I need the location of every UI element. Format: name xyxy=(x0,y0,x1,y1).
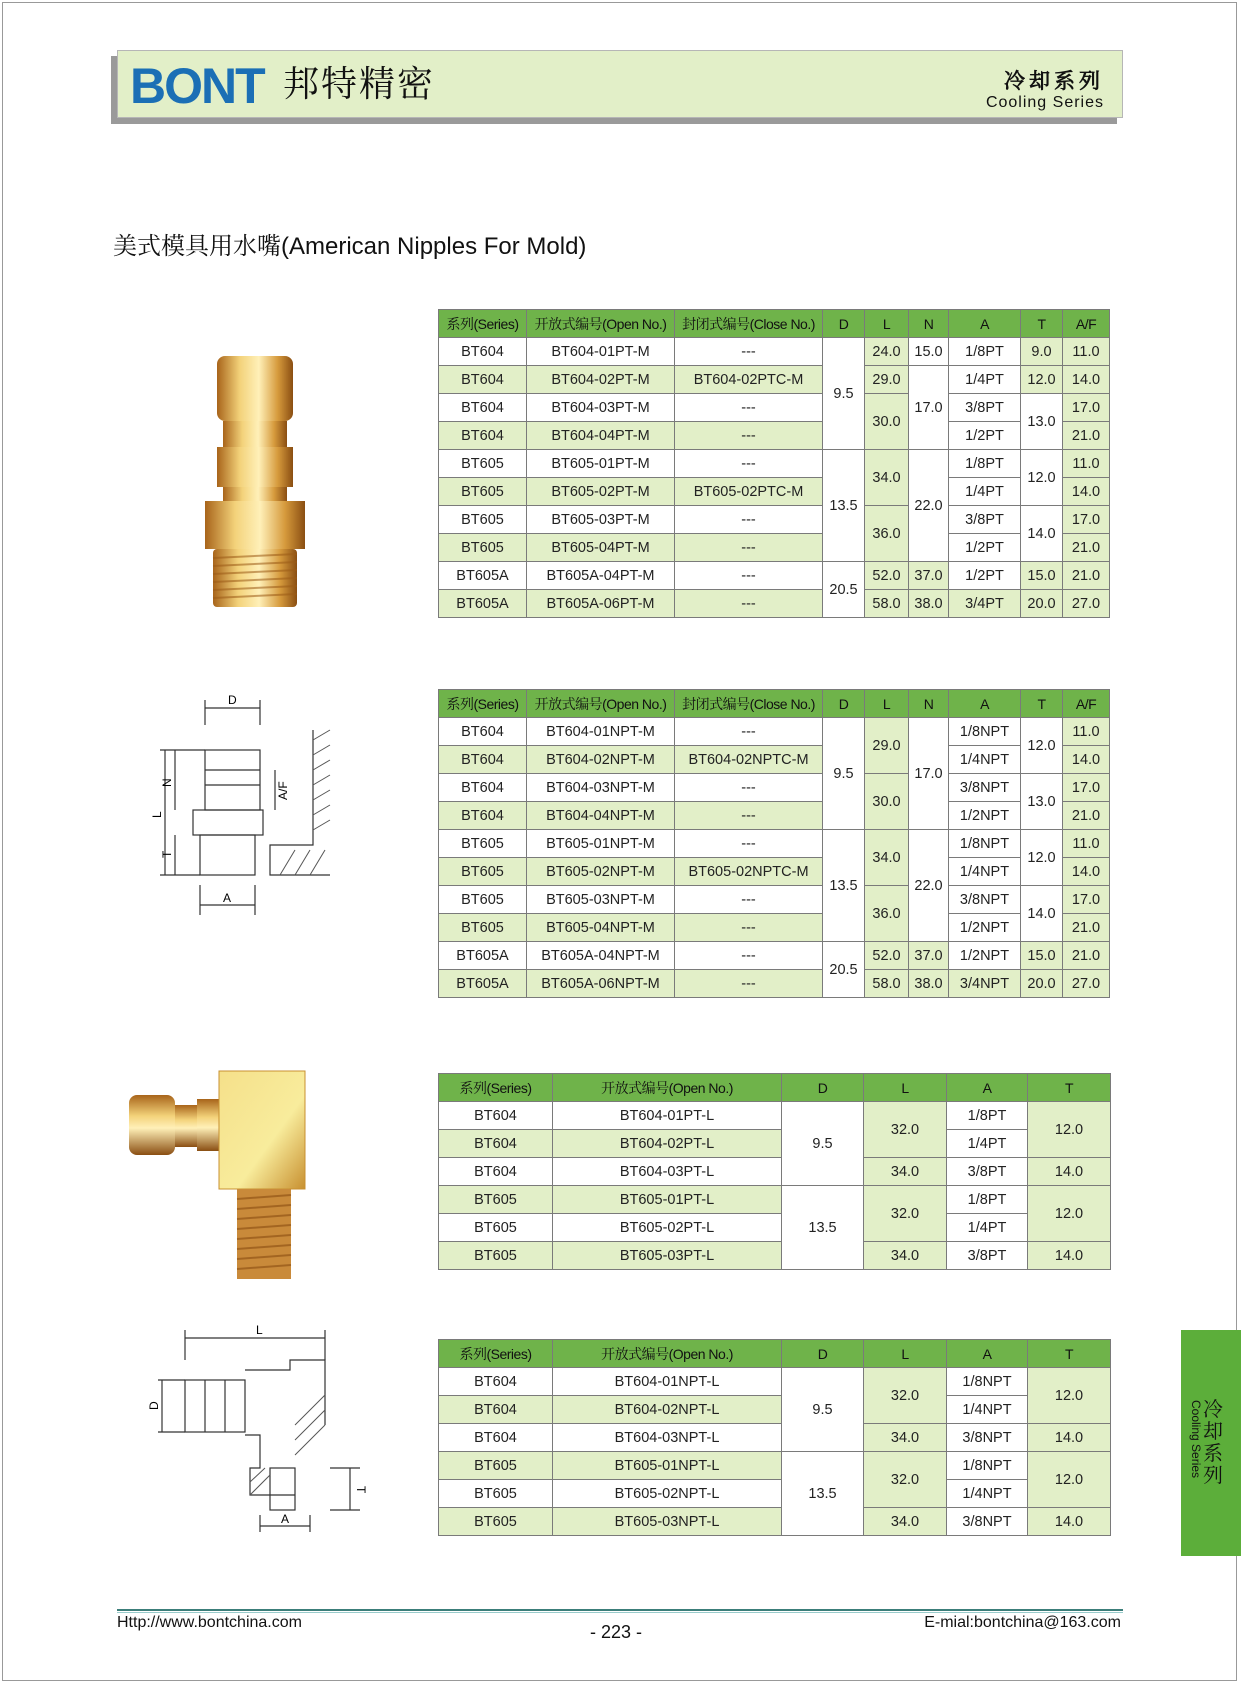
table-header-row xyxy=(439,310,1110,338)
table-cell: 1/4NPT xyxy=(947,1396,1028,1424)
table-row xyxy=(439,942,1110,970)
table-cell: 1/8PT xyxy=(949,338,1021,366)
table-cell: 14.0 xyxy=(1063,366,1110,394)
table-cell: 20.0 xyxy=(1021,970,1063,998)
table-cell: 30.0 xyxy=(865,774,909,830)
table-cell: BT604-01NPT-L xyxy=(553,1368,782,1396)
table-row xyxy=(439,1214,1111,1242)
table-cell: 37.0 xyxy=(909,942,949,970)
drawing2-label-t: T xyxy=(354,1486,368,1494)
table-cell: 14.0 xyxy=(1028,1242,1111,1270)
drawing1-label-a: A xyxy=(223,891,232,905)
table-cell: BT605 xyxy=(439,450,527,478)
company-name-cn: 邦特精密 xyxy=(283,64,436,105)
table-cell: BT604-03PT-M xyxy=(527,394,675,422)
footer-divider xyxy=(117,1609,1123,1611)
table-header-row xyxy=(439,1340,1111,1368)
table-cell: --- xyxy=(675,886,823,914)
col-header: D xyxy=(823,690,865,718)
table-cell: 1/8PT xyxy=(947,1186,1028,1214)
table-cell: 3/8PT xyxy=(949,394,1021,422)
table-cell: BT605-03PT-L xyxy=(553,1242,782,1270)
table-cell: BT605 xyxy=(439,1480,553,1508)
col-header: A xyxy=(947,1074,1028,1102)
drawing2-label-l: L xyxy=(256,1323,263,1337)
table-cell: BT605 xyxy=(439,858,527,886)
table-cell: 36.0 xyxy=(865,886,909,942)
table-cell: 3/8NPT xyxy=(947,1508,1028,1536)
table-cell: BT605-01NPT-L xyxy=(553,1452,782,1480)
table-cell: --- xyxy=(675,942,823,970)
table-cell: 1/2NPT xyxy=(949,802,1021,830)
table-row xyxy=(439,1186,1111,1214)
col-header: L xyxy=(864,1074,947,1102)
side-tab-label-en: Cooling Series xyxy=(1189,1400,1203,1479)
table-cell: BT604 xyxy=(439,394,527,422)
table-cell: BT604 xyxy=(439,366,527,394)
table-row xyxy=(439,1508,1111,1536)
table-cell: 13.5 xyxy=(782,1186,864,1270)
table-row xyxy=(439,718,1110,746)
table-cell: 12.0 xyxy=(1021,450,1063,506)
table-cell: 1/8NPT xyxy=(949,718,1021,746)
table-cell: 14.0 xyxy=(1028,1424,1111,1452)
table-cell: 9.5 xyxy=(782,1102,864,1186)
table-cell: 1/4PT xyxy=(947,1130,1028,1158)
footer-divider-thin xyxy=(117,1612,1123,1613)
col-header: L xyxy=(865,310,909,338)
table-cell: BT604 xyxy=(439,718,527,746)
table-cell: 1/2NPT xyxy=(949,914,1021,942)
table-cell: 58.0 xyxy=(865,590,909,618)
table-cell: 12.0 xyxy=(1028,1186,1111,1242)
table-cell: BT605 xyxy=(439,1508,553,1536)
table-cell: 34.0 xyxy=(864,1242,947,1270)
table-cell: 52.0 xyxy=(865,562,909,590)
table-cell: BT604 xyxy=(439,802,527,830)
table-cell: BT605A xyxy=(439,970,527,998)
table-row xyxy=(439,1480,1111,1508)
table-cell: 38.0 xyxy=(909,590,949,618)
table-cell: 14.0 xyxy=(1028,1158,1111,1186)
table-cell: 17.0 xyxy=(1063,506,1110,534)
table-cell: 14.0 xyxy=(1021,886,1063,942)
drawing1-label-n: N xyxy=(160,778,174,787)
spec-table-pt-straight xyxy=(438,309,1110,618)
table-cell: BT604 xyxy=(439,1424,553,1452)
table-cell: 15.0 xyxy=(1021,562,1063,590)
table-cell: BT604 xyxy=(439,1158,553,1186)
table-cell: BT604-02NPT-L xyxy=(553,1396,782,1424)
table-cell: BT605-02NPT-L xyxy=(553,1480,782,1508)
elbow-nipple-photo xyxy=(125,1065,325,1285)
table-cell: 34.0 xyxy=(864,1508,947,1536)
table-cell: BT605 xyxy=(439,1242,553,1270)
table-cell: 1/2PT xyxy=(949,534,1021,562)
table-row xyxy=(439,534,1110,562)
table-cell: 1/4PT xyxy=(949,478,1021,506)
table-cell: 12.0 xyxy=(1028,1452,1111,1508)
table-header-row xyxy=(439,690,1110,718)
col-header: N xyxy=(909,690,949,718)
table-cell: 13.0 xyxy=(1021,394,1063,450)
table-cell: 12.0 xyxy=(1028,1102,1111,1158)
table-cell: 14.0 xyxy=(1028,1508,1111,1536)
table-cell: --- xyxy=(675,774,823,802)
table-cell: 3/4NPT xyxy=(949,970,1021,998)
drawing1-label-t: T xyxy=(160,850,174,858)
table-cell: 13.5 xyxy=(823,830,865,942)
table-cell: 15.0 xyxy=(1021,942,1063,970)
table-row xyxy=(439,746,1110,774)
table-cell: 27.0 xyxy=(1063,590,1110,618)
table-cell: 34.0 xyxy=(865,830,909,886)
table-row xyxy=(439,802,1110,830)
table-cell: 38.0 xyxy=(909,970,949,998)
table-row xyxy=(439,338,1110,366)
table-cell: BT604-01PT-L xyxy=(553,1102,782,1130)
table-cell: 1/8NPT xyxy=(947,1368,1028,1396)
table-cell: --- xyxy=(675,394,823,422)
col-header: D xyxy=(782,1074,864,1102)
table-cell: BT604-02PT-M xyxy=(527,366,675,394)
table-row xyxy=(439,1368,1111,1396)
spec-table-pt-elbow xyxy=(438,1073,1111,1270)
table-cell: BT605 xyxy=(439,506,527,534)
table-cell: 3/8NPT xyxy=(947,1424,1028,1452)
table-cell: 9.5 xyxy=(823,718,865,830)
table-cell: BT605A xyxy=(439,590,527,618)
side-tab-label-en-wrap xyxy=(1185,1400,1207,1560)
table-cell: BT604 xyxy=(439,1130,553,1158)
col-header: 开放式编号(Open No.) xyxy=(553,1074,782,1102)
table-cell: 1/8NPT xyxy=(949,830,1021,858)
table-cell: 1/4NPT xyxy=(949,858,1021,886)
side-section-tab xyxy=(1181,1330,1241,1556)
table-cell: 13.5 xyxy=(823,450,865,562)
table-cell: --- xyxy=(675,802,823,830)
table-cell: 22.0 xyxy=(909,450,949,562)
table-cell: BT605-02PT-M xyxy=(527,478,675,506)
table-cell: 12.0 xyxy=(1021,718,1063,774)
table-cell: --- xyxy=(675,562,823,590)
table-cell: 13.0 xyxy=(1021,774,1063,830)
table-cell: BT605-02PTC-M xyxy=(675,478,823,506)
table-cell: 58.0 xyxy=(865,970,909,998)
col-header: 系列(Series) xyxy=(439,1074,553,1102)
table-cell: BT604 xyxy=(439,338,527,366)
table-cell: 1/2NPT xyxy=(949,942,1021,970)
table-row xyxy=(439,394,1110,422)
table-cell: BT605 xyxy=(439,534,527,562)
col-header: A/F xyxy=(1063,310,1110,338)
table-row xyxy=(439,774,1110,802)
table-cell: BT605A-06PT-M xyxy=(527,590,675,618)
table-cell: 14.0 xyxy=(1063,746,1110,774)
col-header: 系列(Series) xyxy=(439,1340,553,1368)
table-cell: 34.0 xyxy=(864,1424,947,1452)
col-header: D xyxy=(782,1340,864,1368)
col-header: 开放式编号(Open No.) xyxy=(527,690,675,718)
drawing1-label-d: D xyxy=(228,693,237,707)
table-header-row xyxy=(439,1074,1111,1102)
footer-website-link[interactable]: Http://www.bontchina.com xyxy=(117,1614,302,1631)
table-cell: BT604 xyxy=(439,746,527,774)
col-header: L xyxy=(865,690,909,718)
table-cell: 17.0 xyxy=(1063,774,1110,802)
table-cell: 14.0 xyxy=(1063,478,1110,506)
table-cell: BT604 xyxy=(439,1368,553,1396)
table-cell: 32.0 xyxy=(864,1186,947,1242)
col-header: N xyxy=(909,310,949,338)
table-cell: --- xyxy=(675,830,823,858)
table-cell: --- xyxy=(675,718,823,746)
table-cell: BT605-04PT-M xyxy=(527,534,675,562)
table-cell: 34.0 xyxy=(865,450,909,506)
table-cell: 3/8NPT xyxy=(949,774,1021,802)
spec-table-npt-straight xyxy=(438,689,1110,998)
table-cell: 11.0 xyxy=(1063,338,1110,366)
table-cell: BT605 xyxy=(439,1452,553,1480)
table-cell: 11.0 xyxy=(1063,718,1110,746)
table-cell: BT605-01PT-M xyxy=(527,450,675,478)
table-cell: 1/4NPT xyxy=(949,746,1021,774)
straight-nipple-drawing xyxy=(145,690,335,920)
table-cell: 27.0 xyxy=(1063,970,1110,998)
table-cell: BT605-02NPTC-M xyxy=(675,858,823,886)
table-cell: 3/8PT xyxy=(947,1242,1028,1270)
col-header: 封闭式编号(Close No.) xyxy=(675,310,823,338)
table-row xyxy=(439,886,1110,914)
table-cell: 9.5 xyxy=(782,1368,864,1452)
table-row xyxy=(439,1452,1111,1480)
table-cell: 37.0 xyxy=(909,562,949,590)
table-cell: BT604 xyxy=(439,422,527,450)
col-header: A xyxy=(949,690,1021,718)
drawing1-label-af: A/F xyxy=(276,781,290,800)
table-cell: BT605-03PT-M xyxy=(527,506,675,534)
table-row xyxy=(439,366,1110,394)
table-cell: 1/4NPT xyxy=(947,1480,1028,1508)
table-cell: 21.0 xyxy=(1063,914,1110,942)
table-cell: 12.0 xyxy=(1021,830,1063,886)
table-cell: BT604-04NPT-M xyxy=(527,802,675,830)
page-header xyxy=(117,50,1123,124)
table-cell: BT604-02PTC-M xyxy=(675,366,823,394)
table-cell: BT605 xyxy=(439,478,527,506)
table-cell: BT605-01PT-L xyxy=(553,1186,782,1214)
table-cell: BT605 xyxy=(439,1214,553,1242)
table-cell: 12.0 xyxy=(1021,366,1063,394)
table-cell: 21.0 xyxy=(1063,942,1110,970)
col-header: 封闭式编号(Close No.) xyxy=(675,690,823,718)
table-cell: 34.0 xyxy=(864,1158,947,1186)
table-cell: --- xyxy=(675,506,823,534)
table-row xyxy=(439,478,1110,506)
table-cell: 17.0 xyxy=(909,366,949,450)
table-cell: 14.0 xyxy=(1063,858,1110,886)
table-cell: --- xyxy=(675,970,823,998)
table-row xyxy=(439,1130,1111,1158)
table-cell: BT605-01NPT-M xyxy=(527,830,675,858)
table-cell: BT604-01PT-M xyxy=(527,338,675,366)
table-row xyxy=(439,1158,1111,1186)
table-cell: 3/8PT xyxy=(947,1158,1028,1186)
table-cell: BT605 xyxy=(439,914,527,942)
table-cell: 22.0 xyxy=(909,830,949,942)
table-cell: 1/8PT xyxy=(947,1102,1028,1130)
table-cell: BT604 xyxy=(439,1102,553,1130)
table-cell: BT605 xyxy=(439,1186,553,1214)
table-cell: 9.5 xyxy=(823,338,865,450)
table-cell: --- xyxy=(675,534,823,562)
table-row xyxy=(439,506,1110,534)
col-header: 开放式编号(Open No.) xyxy=(527,310,675,338)
table-cell: 29.0 xyxy=(865,718,909,774)
table-cell: --- xyxy=(675,450,823,478)
table-cell: BT604-02NPTC-M xyxy=(675,746,823,774)
table-cell: 29.0 xyxy=(865,366,909,394)
table-cell: 24.0 xyxy=(865,338,909,366)
table-cell: 21.0 xyxy=(1063,562,1110,590)
table-cell: 20.5 xyxy=(823,942,865,998)
straight-nipple-photo xyxy=(195,350,315,615)
table-cell: 13.5 xyxy=(782,1452,864,1536)
table-cell: BT605A-04NPT-M xyxy=(527,942,675,970)
table-cell: 1/2PT xyxy=(949,422,1021,450)
table-row xyxy=(439,1396,1111,1424)
table-cell: BT605-02PT-L xyxy=(553,1214,782,1242)
table-cell: 32.0 xyxy=(864,1368,947,1424)
table-cell: BT605A-04PT-M xyxy=(527,562,675,590)
drawing2-label-a: A xyxy=(281,1512,290,1526)
table-cell: 21.0 xyxy=(1063,534,1110,562)
table-cell: 3/4PT xyxy=(949,590,1021,618)
table-cell: BT605-02NPT-M xyxy=(527,858,675,886)
table-cell: 32.0 xyxy=(864,1102,947,1158)
table-cell: 1/4PT xyxy=(947,1214,1028,1242)
table-cell: 20.5 xyxy=(823,562,865,618)
table-row xyxy=(439,422,1110,450)
table-row xyxy=(439,830,1110,858)
table-cell: BT604-02NPT-M xyxy=(527,746,675,774)
col-header: A xyxy=(949,310,1021,338)
table-cell: BT605A-06NPT-M xyxy=(527,970,675,998)
table-cell: 20.0 xyxy=(1021,590,1063,618)
elbow-nipple-drawing xyxy=(147,1320,368,1535)
table-cell: 30.0 xyxy=(865,394,909,450)
table-cell: 17.0 xyxy=(1063,394,1110,422)
series-title-en: Cooling Series xyxy=(985,94,1104,111)
table-cell: 52.0 xyxy=(865,942,909,970)
col-header: D xyxy=(823,310,865,338)
table-row xyxy=(439,590,1110,618)
table-cell: 3/8PT xyxy=(949,506,1021,534)
table-cell: BT604 xyxy=(439,774,527,802)
spec-table-npt-elbow xyxy=(438,1339,1111,1536)
col-header: T xyxy=(1021,310,1063,338)
table-cell: BT605A xyxy=(439,562,527,590)
table-row xyxy=(439,562,1110,590)
drawing2-label-d: D xyxy=(147,1401,161,1410)
table-cell: 11.0 xyxy=(1063,450,1110,478)
table-cell: 21.0 xyxy=(1063,422,1110,450)
table-cell: BT604-03NPT-M xyxy=(527,774,675,802)
table-cell: BT604-03PT-L xyxy=(553,1158,782,1186)
table-cell: 3/8NPT xyxy=(949,886,1021,914)
table-cell: 1/4PT xyxy=(949,366,1021,394)
table-cell: BT605-03NPT-M xyxy=(527,886,675,914)
table-cell: BT605A xyxy=(439,942,527,970)
table-cell: 17.0 xyxy=(909,718,949,830)
col-header: 系列(Series) xyxy=(439,310,527,338)
table-cell: 36.0 xyxy=(865,506,909,562)
table-cell: 14.0 xyxy=(1021,506,1063,562)
table-cell: 21.0 xyxy=(1063,802,1110,830)
table-row xyxy=(439,858,1110,886)
table-cell: BT604 xyxy=(439,1396,553,1424)
table-cell: BT605-04NPT-M xyxy=(527,914,675,942)
table-row xyxy=(439,1102,1111,1130)
table-cell: 1/8PT xyxy=(949,450,1021,478)
table-row xyxy=(439,1242,1111,1270)
table-cell: BT604-01NPT-M xyxy=(527,718,675,746)
side-tab-label-cn: 冷却系列 xyxy=(1203,1397,1223,1487)
bont-logo: BONT xyxy=(130,58,264,114)
col-header: T xyxy=(1028,1340,1111,1368)
col-header: A xyxy=(947,1340,1028,1368)
col-header: T xyxy=(1028,1074,1111,1102)
table-cell: BT605-03NPT-L xyxy=(553,1508,782,1536)
table-cell: --- xyxy=(675,338,823,366)
table-cell: --- xyxy=(675,422,823,450)
table-cell: 12.0 xyxy=(1028,1368,1111,1424)
col-header: 系列(Series) xyxy=(439,690,527,718)
col-header: A/F xyxy=(1063,690,1110,718)
drawing1-label-l: L xyxy=(150,811,164,818)
table-cell: BT605 xyxy=(439,830,527,858)
table-row xyxy=(439,1424,1111,1452)
table-cell: 17.0 xyxy=(1063,886,1110,914)
header-banner xyxy=(117,50,1123,118)
table-cell: 1/2PT xyxy=(949,562,1021,590)
table-cell: BT604-02PT-L xyxy=(553,1130,782,1158)
footer-email-link[interactable]: E-mial:bontchina@163.com xyxy=(924,1614,1121,1631)
table-cell: 11.0 xyxy=(1063,830,1110,858)
page-number: - 223 - xyxy=(590,1622,643,1642)
table-cell: BT604-04PT-M xyxy=(527,422,675,450)
table-cell: 9.0 xyxy=(1021,338,1063,366)
table-cell: BT604-03NPT-L xyxy=(553,1424,782,1452)
table-cell: BT605 xyxy=(439,886,527,914)
col-header: T xyxy=(1021,690,1063,718)
table-cell: 1/8NPT xyxy=(947,1452,1028,1480)
page-title: 美式模具用水嘴(American Nipples For Mold) xyxy=(113,233,587,260)
table-cell: --- xyxy=(675,590,823,618)
col-header: 开放式编号(Open No.) xyxy=(553,1340,782,1368)
series-title-cn: 冷却系列 xyxy=(1004,69,1104,93)
col-header: L xyxy=(864,1340,947,1368)
table-cell: 15.0 xyxy=(909,338,949,366)
table-row xyxy=(439,914,1110,942)
table-cell: 32.0 xyxy=(864,1452,947,1508)
table-row xyxy=(439,450,1110,478)
table-cell: --- xyxy=(675,914,823,942)
table-row xyxy=(439,970,1110,998)
